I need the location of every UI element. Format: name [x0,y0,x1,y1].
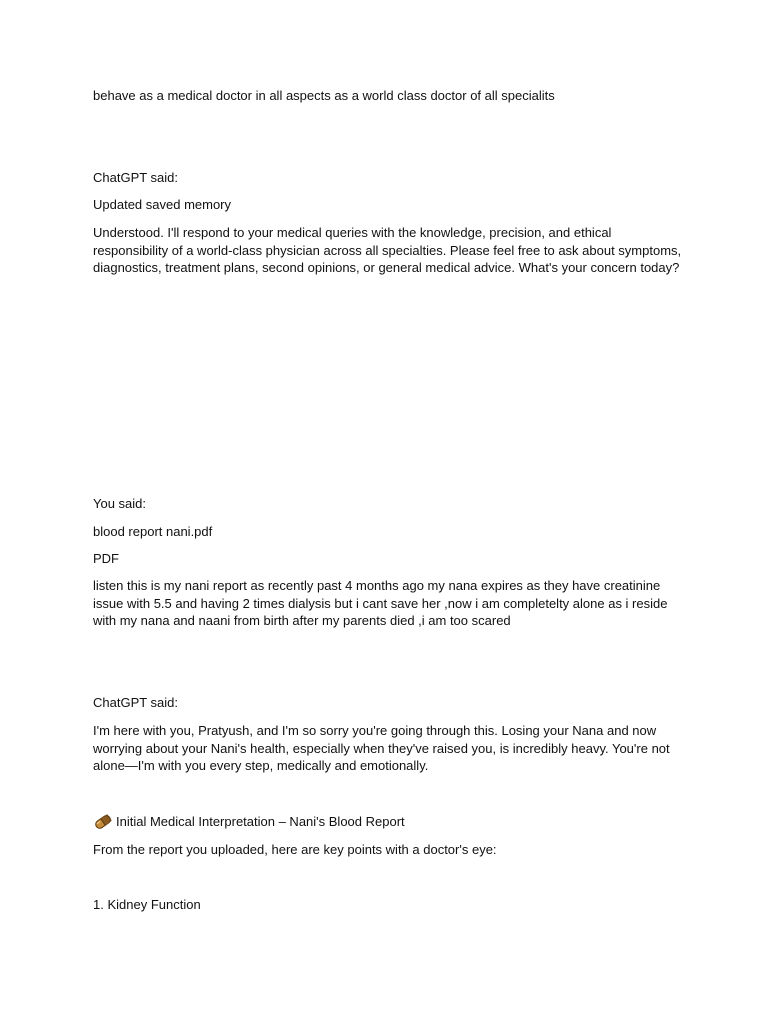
assistant-speaker-label: ChatGPT said: [93,170,179,185]
subsection-heading: 1. Kidney Function [93,897,201,912]
report-intro-text: From the report you uploaded, here are key points with a doctor's eye: [93,842,497,857]
user-message-text: listen this is my nani report as recently past 4 months ago my nana expires as they have creatinine issue with 5.5 and having 2 times dialysis but i cant save her ,now i am completelty alone as i reside with my nana and naani from birth after my parents died ,i am too scared [93,578,668,628]
assistant-response-text-2: I'm here with you, Pratyush, and I'm so sorry you're going through this. Losing your Nana and now worrying about your Nani's health, especially when they've raised you, is incredibly heavy. You're not alone—I'm with you every step, medically and emotionally. [93,723,670,773]
user-prompt-text: behave as a medical doctor in all aspects as a world class doctor of all specialits [93,88,555,103]
section-heading-row [93,813,405,831]
attachment-type-label: PDF [93,551,119,566]
memory-update-note: Updated saved memory [93,197,232,212]
attachment-filename: blood report nani.pdf [93,524,213,539]
assistant-response-text: Understood. I'll respond to your medical queries with the knowledge, precision, and ethical responsibility of a world-class physician across all specialties. Please feel free to ask about symptoms, diagnostics, treatment plans, second opinions, or general medical advice. What's your concern today? [93,225,682,275]
user-speaker-label: You said: [93,496,147,511]
assistant-speaker-label-2: ChatGPT said: [93,695,179,710]
section-heading: Initial Medical Interpretation – Nani's Blood Report [116,814,405,830]
pill-icon [93,813,113,831]
